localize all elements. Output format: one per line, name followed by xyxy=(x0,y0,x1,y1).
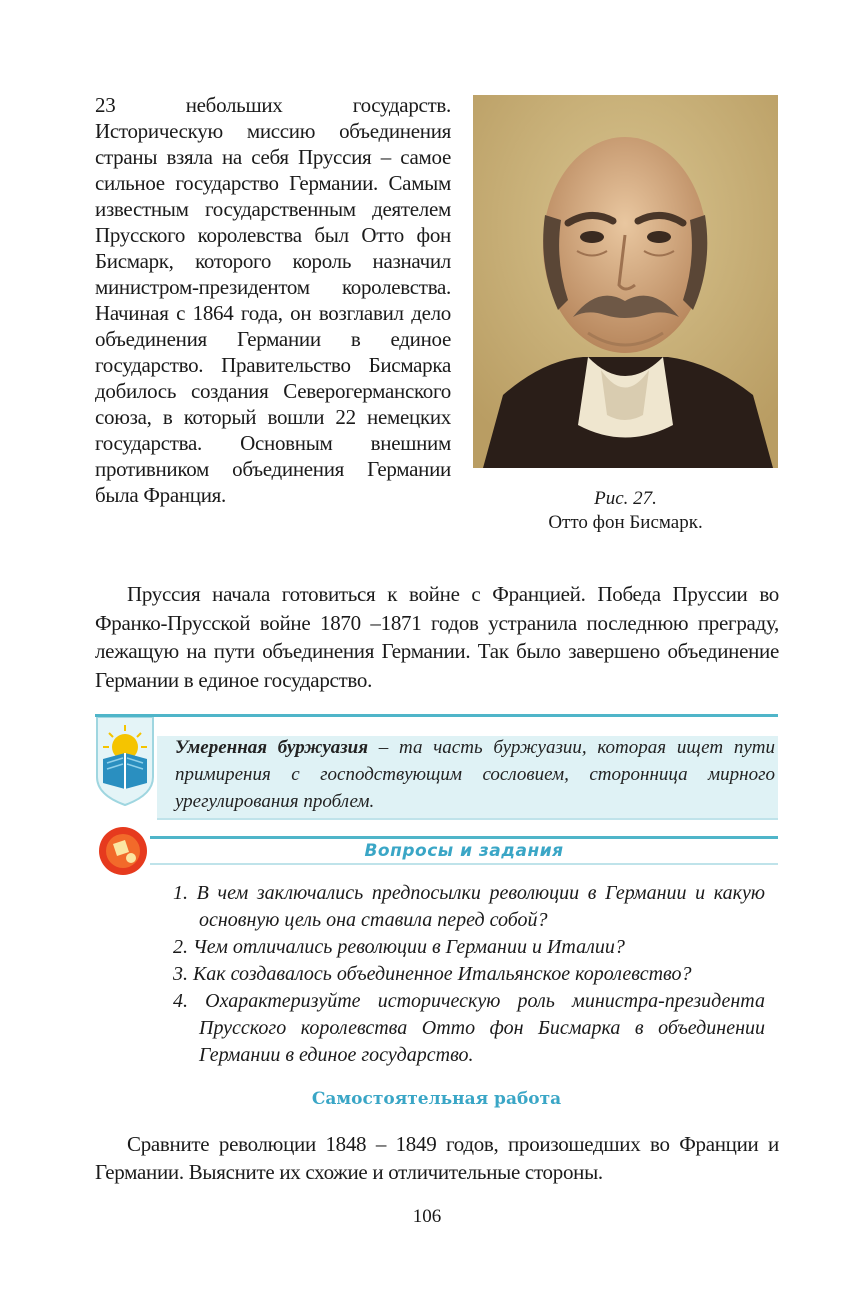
self-work-text: Сравните революции 1848 – 1849 годов, произошедших во Франции и Германии. Выясните их схожие и отличительные стороны. xyxy=(95,1132,779,1184)
bismarck-portrait xyxy=(473,95,778,468)
definition-term: Умеренная буржуазия xyxy=(175,737,369,758)
definition-box xyxy=(95,714,778,826)
questions-title: Вопросы и задания xyxy=(364,841,564,861)
self-work-task xyxy=(95,1130,779,1186)
definition-top-bar xyxy=(95,714,778,717)
questions-header xyxy=(95,826,778,876)
figure-caption xyxy=(473,487,778,535)
questions-list xyxy=(173,880,765,1069)
question-item: 4. Охарактеризуйте историческую роль министра-президента Прусского королевства Отто фон Бисмарка в объединении Германии в единое государство. xyxy=(173,990,765,1066)
figure-number: Рис. 27. xyxy=(594,488,657,509)
definition-text xyxy=(175,734,775,815)
questions-bottom-bar xyxy=(150,863,778,865)
definition-body: – та часть буржуазии, которая ищет пути примирения с господствующим сословием, сторонница мирного урегулирования проблем. xyxy=(175,737,775,812)
book-sun-icon xyxy=(95,717,155,807)
question-item: 3. Как создавалось объединенное Итальянское королевство? xyxy=(173,963,692,985)
body-paragraph-text: Пруссия начала готовиться к войне с Францией. Победа Пруссии во Франко-Прусской войне 1870 –1871 годов устранила последнюю преграду, лежащую на пути объединения Германии. Так было завершено объединение Германии в единое государство. xyxy=(95,582,779,692)
page-number: 106 xyxy=(412,1206,442,1227)
portrait-image xyxy=(473,95,778,468)
question-item: 1. В чем заключались предпосылки революции в Германии и какую основную цель она ставила перед собой? xyxy=(173,882,765,931)
intro-text: 23 небольших государств. Историческую миссию объединения страны взяла на себя Пруссия – самое сильное государство Германии. Самым известным государственным деятелем Прусского королевства был Отто фон Бисмарк, которого король назначил министром-президентом королевства. Начиная с 1864 года, он возглавил дело объединения Германии в единое государство. Правительство Бисмарка добилось создания Северогерманского союза, в который вошли 22 немецких государства. Основным внешним противником объединения Германии была Франция. xyxy=(95,93,451,507)
question-item: 2. Чем отличались революции в Германии и Италии? xyxy=(173,936,625,958)
self-work-title: Самостоятельная работа xyxy=(311,1089,562,1109)
questions-icon xyxy=(95,826,151,876)
body-paragraph xyxy=(95,580,779,694)
questions-top-bar xyxy=(150,836,778,839)
figure-title: Отто фон Бисмарк. xyxy=(548,512,703,533)
